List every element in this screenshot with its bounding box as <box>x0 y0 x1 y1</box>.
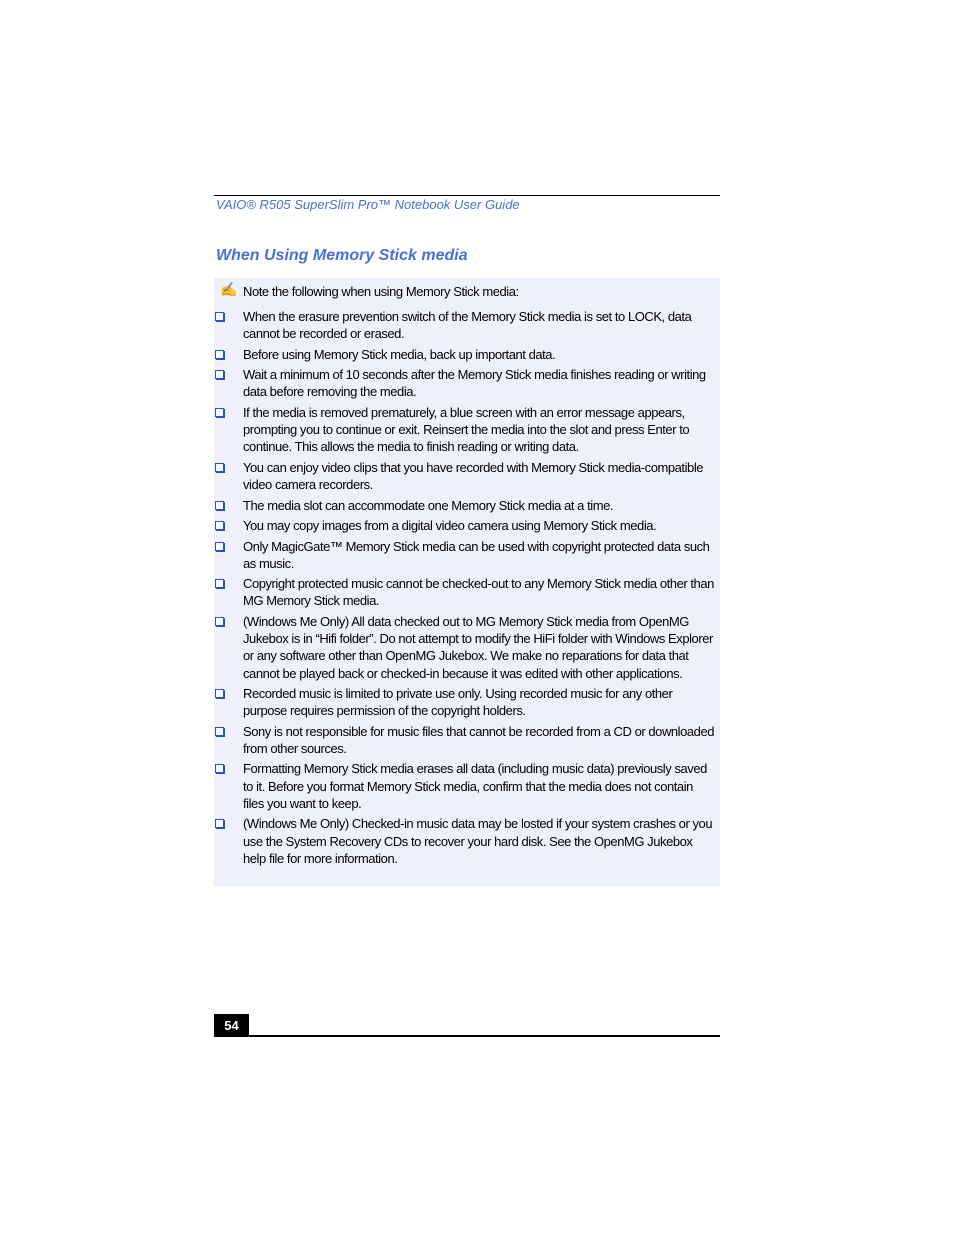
checkbox-bullet-icon <box>215 408 224 417</box>
section-title: When Using Memory Stick media <box>216 247 468 264</box>
note-intro: Note the following when using Memory Stick media: <box>243 284 519 299</box>
pencil-note-icon: ✍ <box>220 281 238 297</box>
checkbox-bullet-icon <box>215 463 224 472</box>
list-item-text: (Windows Me Only) All data checked out to MG Memory Stick media from OpenMG Jukebox is in “Hifi folder”. Do not attempt to modify the HiFi folder with Windows Explorer or any software other than OpenMG Jukebox. We make no reparations for data that cannot be played back or checked-in because it was edited with other applications. <box>243 613 713 681</box>
list-item-text: When the erasure prevention switch of the Memory Stick media is set to LOCK, data cannot be recorded or erased. <box>243 309 692 342</box>
checkbox-bullet-icon <box>215 727 224 736</box>
checkbox-bullet-icon <box>215 521 224 530</box>
list-item-text: You can enjoy video clips that you have recorded with Memory Stick media-compatible video camera recorders. <box>243 459 704 493</box>
list-item-text: The media slot can accommodate one Memory Stick media at a time. <box>243 497 614 513</box>
note-bullet-list <box>214 308 720 870</box>
list-item <box>214 815 720 867</box>
list-item <box>214 538 720 572</box>
list-item <box>214 404 720 456</box>
checkbox-bullet-icon <box>215 819 224 828</box>
checkbox-bullet-icon <box>215 350 224 359</box>
list-item <box>214 346 720 363</box>
checkbox-bullet-icon <box>215 542 224 551</box>
list-item-text: Before using Memory Stick media, back up important data. <box>243 346 556 362</box>
list-item <box>214 459 720 493</box>
header-rule <box>214 195 720 196</box>
checkbox-bullet-icon <box>215 689 224 698</box>
checkbox-bullet-icon <box>215 370 224 379</box>
list-item-text: Formatting Memory Stick media erases all data (including music data) previously saved to it. Before you format Memory Stick media, confirm that the media does not contain files you want to keep. <box>243 761 707 811</box>
list-item <box>214 685 720 719</box>
list-item-text: (Windows Me Only) Checked-in music data may be losted if your system crashes or you use the System Recovery CDs to recover your hard disk. See the OpenMG Jukebox help file for more information. <box>243 816 713 866</box>
list-item <box>214 575 720 609</box>
checkbox-bullet-icon <box>215 579 224 588</box>
list-item <box>214 613 720 682</box>
list-item-text: Only MagicGate™ Memory Stick media can be used with copyright protected data such as music. <box>243 538 710 571</box>
running-header: VAIO® R505 SuperSlim Pro™ Notebook User Guide <box>216 197 520 212</box>
list-item <box>214 760 720 812</box>
page-number: 54 <box>214 1014 249 1037</box>
checkbox-bullet-icon <box>215 617 224 626</box>
list-item <box>214 497 720 514</box>
list-item-text: Sony is not responsible for music files that cannot be recorded from a CD or downloaded from other sources. <box>243 723 715 756</box>
checkbox-bullet-icon <box>215 501 224 510</box>
list-item <box>214 366 720 400</box>
footer-rule <box>214 1035 720 1037</box>
list-item-text: Wait a minimum of 10 seconds after the Memory Stick media finishes reading or writing data before removing the media. <box>243 367 706 400</box>
list-item <box>214 723 720 757</box>
list-item <box>214 517 720 534</box>
list-item-text: Recorded music is limited to private use only. Using recorded music for any other purpose requires permission of the copyright holders. <box>243 686 673 719</box>
checkbox-bullet-icon <box>215 312 224 321</box>
checkbox-bullet-icon <box>215 764 224 773</box>
list-item <box>214 308 720 342</box>
list-item-text: You may copy images from a digital video camera using Memory Stick media. <box>243 518 657 534</box>
list-item-text: If the media is removed prematurely, a blue screen with an error message appears, prompting you to continue or exit. Reinsert the media into the slot and press Enter to continue. This allows the media to finish reading or writing data. <box>243 404 690 455</box>
list-item-text: Copyright protected music cannot be checked-out to any Memory Stick media other than MG Memory Stick media. <box>243 576 714 609</box>
